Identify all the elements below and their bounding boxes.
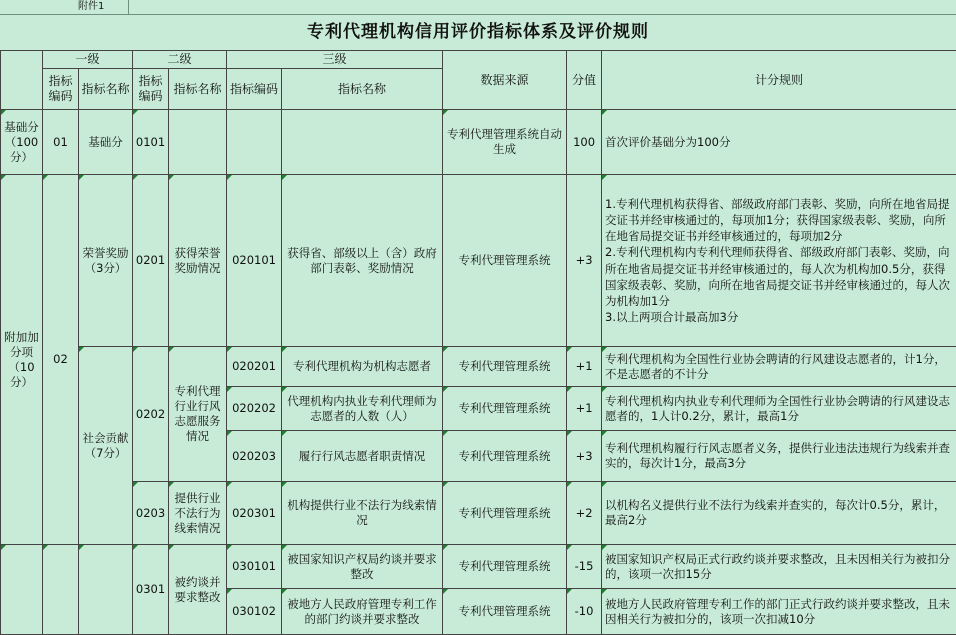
table-row-source: 专利代理管理系统 [443,482,567,545]
table-row-source: 专利代理管理系统 [443,545,567,589]
social-sub1-l2-detail: 专利代理行业行风志愿服务情况 [169,347,227,482]
table-row-source: 专利代理管理系统 [443,347,567,387]
honor-l2-code: 0201 [133,175,169,347]
table-row-code: 030101 [227,545,282,589]
social-sub1-l2-code: 0202 [133,347,169,482]
table-row-rule: 专利代理机构履行行风志愿者义务，提供行业违法违规行为线索并查实的，每次计1分，最高3分 [602,431,956,482]
honor-score: +3 [567,175,602,347]
basic-rule: 首次评价基础分为100分 [602,110,956,175]
social-sub2-l2-detail: 提供行业不法行为线索情况 [169,482,227,545]
table-row-source: 专利代理管理系统 [443,431,567,482]
table-row-name: 代理机构内执业专利代理师为志愿者的人数（人） [282,387,443,431]
table-row-score: +2 [567,482,602,545]
honor-l3-name: 获得省、部级以上（含）政府部门表彰、奖励情况 [282,175,443,347]
basic-l1-code: 01 [43,110,79,175]
table-row-score: +1 [567,387,602,431]
table-row-name: 履行行风志愿者职责情况 [282,431,443,482]
table-row-rule: 被国家知识产权局正式行政约谈并要求整改，且未因相关行为被扣分的，该项一次扣15分 [602,545,956,589]
table-row-name: 机构提供行业不法行为线索情况 [282,482,443,545]
penalty-l1-code [43,545,79,635]
basic-l3-code [227,110,282,175]
penalty-l1-name [1,545,43,635]
header-level1: 一级 [43,51,133,69]
penalty-l2-detail: 被约谈并要求整改 [169,545,227,635]
table-row-rule: 以机构名义提供行业不法行为线索并查实的，每次计0.5分，累计，最高2分 [602,482,956,545]
header-l1-code: 指标编码 [43,69,79,110]
table-row-source: 专利代理管理系统 [443,387,567,431]
top-strip [0,0,956,15]
basic-l1-label: 基础分 [79,110,133,175]
honor-l2-detail: 获得荣誉奖励情况 [169,175,227,347]
header-level3: 三级 [227,51,443,69]
honor-source: 专利代理管理系统 [443,175,567,347]
honor-l3-code: 020101 [227,175,282,347]
table-row-code: 030102 [227,589,282,635]
header-rule: 计分规则 [602,51,956,110]
table-row-score: +3 [567,431,602,482]
table-row-name: 被地方人民政府管理专利工作的部门约谈并要求整改 [282,589,443,635]
table-row-name: 专利代理机构为机构志愿者 [282,347,443,387]
table-row-source: 专利代理管理系统 [443,589,567,635]
basic-l3-name [282,110,443,175]
evaluation-table [0,50,956,635]
header-l3-name: 指标名称 [282,69,443,110]
header-blank [1,51,43,110]
honor-l2-name: 荣誉奖励（3分） [79,175,133,347]
basic-score: 100 [567,110,602,175]
header-l2-name: 指标名称 [169,69,227,110]
social-l2-name: 社会贡献（7分） [79,347,133,545]
penalty-l2-code: 0301 [133,545,169,635]
attachment-label: 附件1 [78,1,105,12]
table-row-code: 020203 [227,431,282,482]
basic-l2-name [169,110,227,175]
penalty-l2-name [79,545,133,635]
header-l1-name: 指标名称 [79,69,133,110]
table-row-rule: 专利代理机构为全国性行业协会聘请的行风建设志愿者的，计1分，不是志愿者的不计分 [602,347,956,387]
table-row-code: 020202 [227,387,282,431]
table-row-rule: 被地方人民政府管理专利工作的部门正式行政约谈并要求整改，且未因相关行为被扣分的，该项一次扣减10分 [602,589,956,635]
header-level2: 二级 [133,51,227,69]
table-row-score: -15 [567,545,602,589]
top-divider [128,0,129,14]
honor-rule: 1.专利代理机构获得省、部级政府部门表彰、奖励，向所在地省局提交证书并经审核通过的，每项加1分；获得国家级表彰、奖励，向所在地省局提交证书并经审核通过的，每项加2分 2.专利代理机构内专利代理师获得省、部级政府部门表彰、奖励，向所在地省局提交证书并经审核通过的，每人次为机构加0.5分，获得国家级表彰、奖励，向所在地省局提交证书并经审核通过的，每人次为机构加1分 3.以上两项合计最高加3分 [602,175,956,347]
table-row-code: 020301 [227,482,282,545]
header-l3-code: 指标编码 [227,69,282,110]
header-l2-code: 指标编码 [133,69,169,110]
header-score: 分值 [567,51,602,110]
header-source: 数据来源 [443,51,567,110]
page-title: 专利代理机构信用评价指标体系及评价规则 [307,22,649,42]
basic-source: 专利代理管理系统自动生成 [443,110,567,175]
table-row-score: +1 [567,347,602,387]
table-row-rule: 专利代理机构内执业专利代理师为全国性行业协会聘请的行风建设志愿者的，1人计0.2分，累计，最高1分 [602,387,956,431]
bonus-l1-name: 附加加分项（10分） [1,175,43,545]
table-row-name: 被国家知识产权局约谈并要求整改 [282,545,443,589]
social-sub2-l2-code: 0203 [133,482,169,545]
basic-l2-code: 0101 [133,110,169,175]
table-row-score: -10 [567,589,602,635]
basic-l1-name: 基础分（100分） [1,110,43,175]
table-row-code: 020201 [227,347,282,387]
bonus-l1-code: 02 [43,175,79,545]
